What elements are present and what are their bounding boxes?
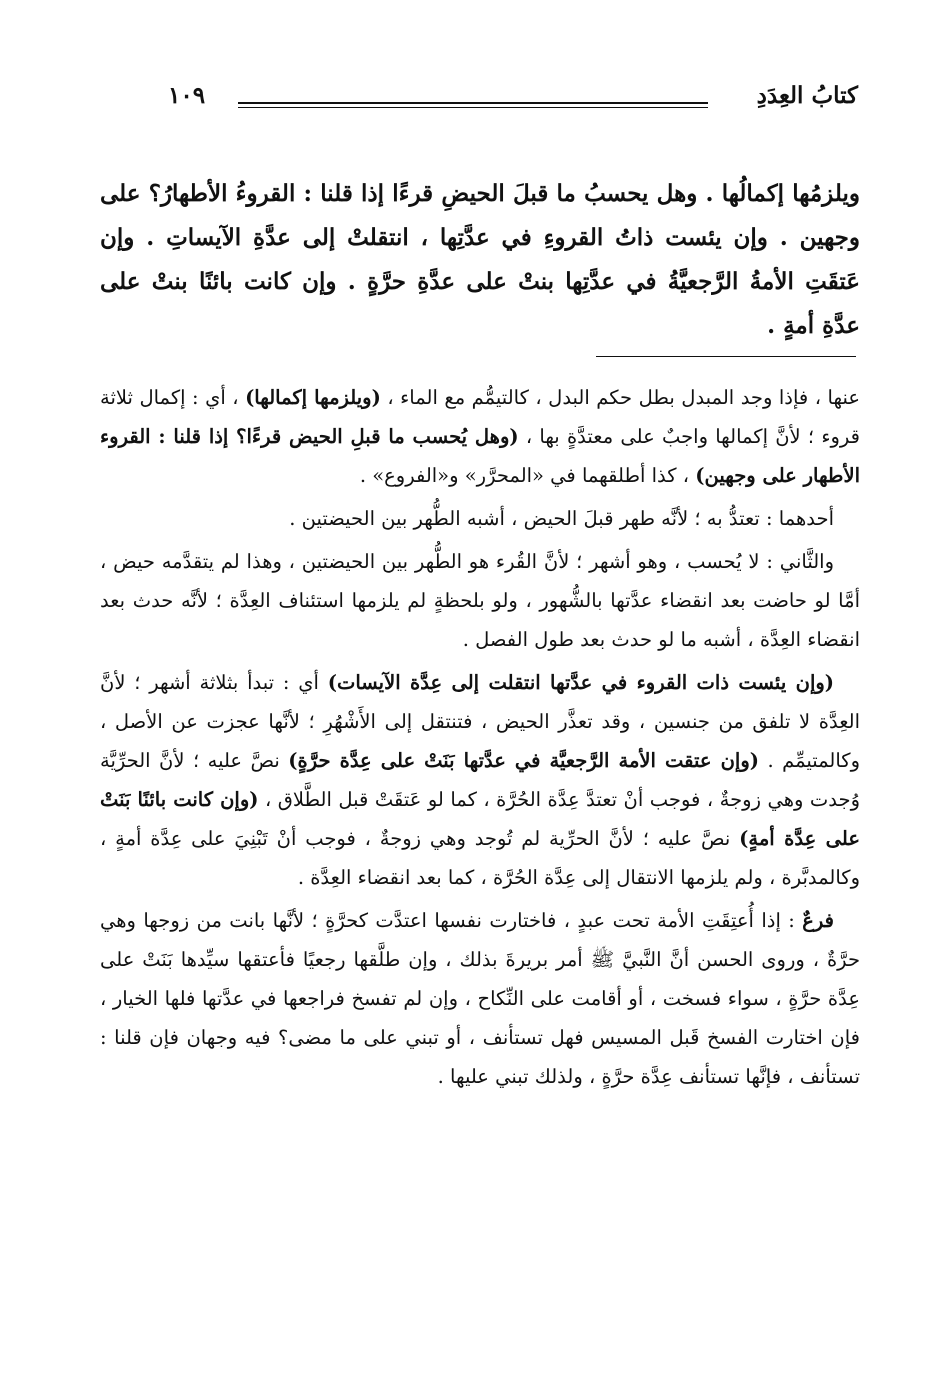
header-rule [238, 102, 708, 104]
page-number: ١٠٩ [168, 82, 206, 109]
commentary-paragraph-1 [100, 378, 860, 495]
matn-text: ويلزمُها إكمالُها . وهل يحسبُ ما قبلَ الحيضِ قرءًا إذا قلنا : القروءُ الأطهارُ؟ على وجهين . وإن يئست ذاتُ القروءِ في عدَّتِها ، انتقلتْ إلى عدَّةِ الآيساتِ . وإن عَتقَتِ الأمةُ الرَّجعيَّةُ في عدَّتِها بنتْ على عدَّةِ حرَّةٍ . وإن كانت بائنًا بنتْ على عدَّةِ أمةٍ . [100, 180, 860, 339]
commentary-text: أي : تبدأ بثلاثة أشهر ؛ لأنَّ العِدَّة لا تلفق من جنسين ، وقد تعذَّر الحيض ، فتنتقل إلى الأَشْهُرِ ؛ لأنَّها عجزت عن الأصل ، وكالمتيمِّم . [100, 671, 860, 772]
commentary-text: : إذا أُعتِقَتِ الأمة تحت عبدٍ ، فاختارت نفسها اعتدَّت كحرَّةٍ ؛ لأنَّها بانت من زوجها وهي حرَّةٌ ، وروى الحسن أنَّ النَّبيَّ ﷺ أمر بريرةَ بذلك ، وإن طلَّقها رجعيًا فأعتقها سيِّدها بَنَتْ على عِدَّة حرَّةٍ ، سواء فسخت ، أو أقامت على النِّكاح ، وإن لم تفسخ فراجعها في عدَّتها فلها الخيار ، فإن اختارت الفسخ قَبل المسيس فهل تستأنف ، أو تبني على ما مضى؟ فيه وجهان فإن قلنا : تستأنف ، فإنَّها تستأنف عِدَّة حرَّةٍ ، ولذلك تبني عليها . [100, 909, 860, 1088]
commentary-text: نصَّ عليه ؛ لأنَّ الحرِّية لم تُوجد وهي زوجةٌ ، فوجب أنْ تَبْنِيَ على عِدَّة أمةٍ ، وكالمدبَّرة ، ولم يلزمها الانتقال إلى عِدَّة الحُرَّة ، كما بعد انقضاء العِدَّة . [100, 827, 860, 889]
commentary-text: عنها ، فإذا وجد المبدل بطل حكم البدل ، كالتيمُّم مع الماء ، [380, 386, 860, 409]
quoted-matn: (ويلزمها إكمالها) [245, 386, 381, 409]
quoted-matn: (وإن يئست ذات القروء في عدَّتها انتقلت إلى عِدَّة الآيسات) [327, 671, 835, 694]
commentary-paragraph-3: والثَّاني : لا يُحسب ، وهو أشهر ؛ لأنَّ القُرء هو الطُّهر بين الحيضتين ، وهذا لم يتقدَّمه حيض ، أمَّا لو حاضت بعد انقضاء عدَّتها بالشُّهور ، ولو بلحظةٍ لم يلزمها استئناف العِدَّة ؛ لأنَّه حدث بعد انقضاء العِدَّة ، أشبه ما لو حدث بعد طول الفصل . [100, 550, 860, 651]
commentary-paragraph-4 [100, 663, 860, 897]
commentary-paragraph-5 [100, 901, 860, 1096]
commentary-text: ، كذا أطلقهما في «المحرَّر» و«الفروع» . [359, 464, 696, 487]
commentary [100, 378, 860, 1100]
commentary-text: نصَّ عليه ؛ لأنَّ الحرِّيَّة وُجدت وهي زوجةٌ ، فوجب أنْ تعتدَّ عِدَّة الحُرَّة ، كما لو عَتقَتْ قبل الطَّلاق ، [100, 749, 860, 811]
running-header [168, 82, 858, 122]
commentary-text: ، أي : إكمال ثلاثة قروء ؛ لأنَّ إكمالها واجبٌ على معتدَّةٍ بها ، [100, 386, 860, 448]
quoted-matn: (وإن عتقت الأمة الرَّجعيَّة في عدَّتها بَنَتْ على عِدَّة حرَّةٍ) [288, 749, 759, 772]
branch-heading: فرعٌ [802, 909, 834, 932]
quoted-matn: (وإن كانت بائنًا بَنَتْ على عِدَّة أمةٍ) [100, 788, 860, 850]
footnote-separator [596, 356, 856, 357]
commentary-paragraph-2: أحدهما : تعتدُّ به ؛ لأنَّه طهر قبلَ الحيض ، أشبه الطُّهر بين الحيضتين . [289, 507, 834, 530]
book-title: كتابُ العِدَدِ [756, 82, 858, 109]
quoted-matn: (وهل يُحسب ما قبلِ الحيض قرءًا؟ إذا قلنا : القروء الأطهار على وجهين) [100, 425, 860, 487]
